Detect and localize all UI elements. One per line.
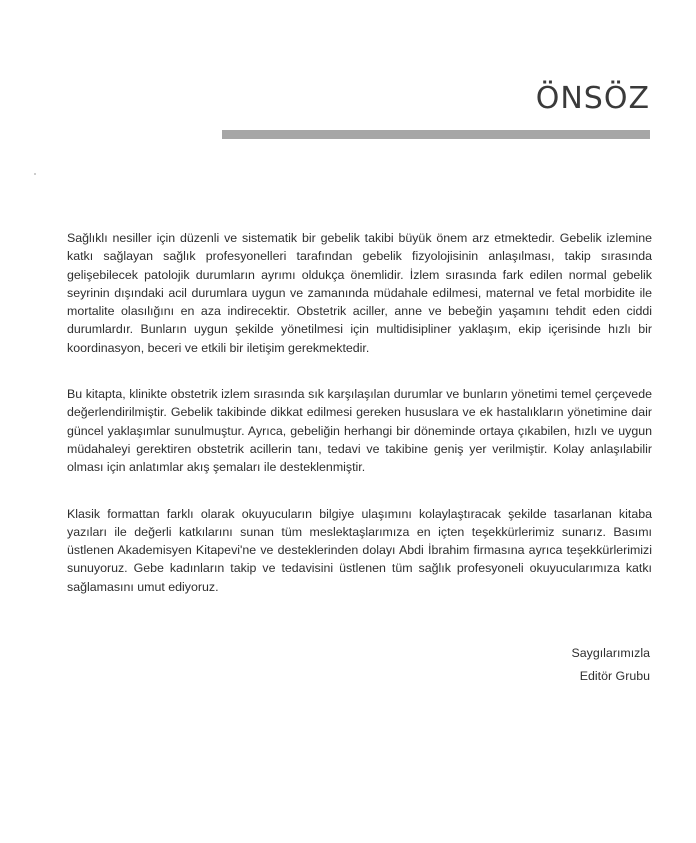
page-title: ÖNSÖZ bbox=[535, 81, 650, 116]
preface-body bbox=[67, 229, 652, 624]
signature-block bbox=[571, 642, 650, 688]
paragraph-2: Bu kitapta, klinikte obstetrik izlem sırasında sık karşılaşılan durumlar ve bunların yönetimi temel çerçevede değerlendirilmiştir. Gebelik takibinde dikkat edilmesi gereken hususlara ve ek hastalıkların yönetimine dair güncel yaklaşımlar sunulmuştur. Ayrıca, gebeliğin herhangi bir döneminde ortaya çıkabilen, hızlı ve uygun müdahaleyi gerektiren obstetrik acillerin tanı, tedavi ve takibine geniş yer verilmiştir. Kolay anlaşılabilir olması için anlatımlar akış şemaları ile desteklenmiştir. bbox=[67, 387, 652, 475]
paragraph-3: Klasik formattan farklı olarak okuyucuların bilgiye ulaşımını kolaylaştıracak şekilde tasarlanan kitaba yazıları ile değerli katkılarını sunan tüm meslektaşlarımıza en içten teşekkürlerimiz sunarız. Basımı üstlenen Akademisyen Kitapevi'ne ve desteklerinden dolayı Abdi İbrahim firmasına ayrıca teşekkürlerimizi sunuyoruz. Gebe kadınların takip ve tedavisini üstlenen tüm sağlık profesyoneli okuyucularımıza katkı sağlamasını umut ediyoruz. bbox=[67, 506, 652, 594]
signature-author: Editör Grubu bbox=[579, 669, 650, 683]
title-underline-bar bbox=[222, 130, 650, 139]
signature-closing: Saygılarımızla bbox=[571, 646, 650, 660]
scan-speck bbox=[34, 173, 36, 175]
paragraph-1: Sağlıklı nesiller için düzenli ve sistematik bir gebelik takibi büyük önem arz etmektedir. Gebelik izlemine katkı sağlayan sağlık profesyonelleri tarafından gebelik fizyolojisinin anlaşılması, takip sırasında gelişebilecek patolojik durumların ayrımı oldukça önemlidir. İzlem sırasında fark edilen normal gebelik seyrinin dışındaki acil durumlara uygun ve zamanında müdahale edilmesi, maternal ve fetal morbidite ile mortalite olasılığını en aza indirecektir. Obstetrik aciller, anne ve bebeğin yaşamını tehdit eden ciddi durumlardır. Bunların uygun şekilde yönetilmesi için multidisipliner yaklaşım, ekip içerisinde hızlı bir koordinasyon, beceri ve etkili bir iletişim gerekmektedir. bbox=[67, 231, 652, 355]
